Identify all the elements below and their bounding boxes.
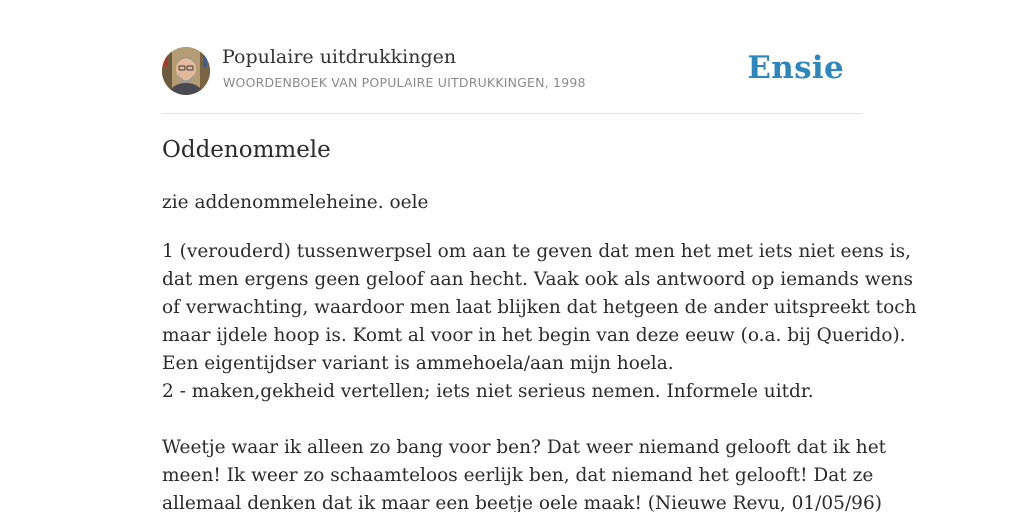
definition-line: dat men ergens geen geloof aan hecht. Vaak ook als antwoord op iemands wens	[162, 269, 913, 290]
see-also-text: zie addenommeleheine. oele	[162, 192, 429, 213]
definition-line: 1 (verouderd) tussenwerpsel om aan te geven dat men het met iets niet eens is,	[162, 241, 912, 262]
header-divider	[162, 113, 862, 114]
entry-headword: Oddenommele	[162, 137, 331, 163]
definition-line: maar ijdele hoop is. Komt al voor in het begin van deze eeuw (o.a. bij Querido).	[162, 325, 906, 346]
source-subtitle: WOORDENBOEK VAN POPULAIRE UITDRUKKINGEN, 1998	[223, 75, 586, 90]
source-title[interactable]: Populaire uitdrukkingen	[222, 46, 457, 68]
entry-definition	[162, 238, 917, 512]
definition-line: 2 - maken,gekheid vertellen; iets niet serieus nemen. Informele uitdr.	[162, 381, 814, 402]
quote-line: meen! Ik weer zo schaamteloos eerlijk ben, dat niemand het gelooft! Dat ze	[162, 465, 874, 486]
definition-line: of verwachting, waardoor men laat blijken dat hetgeen de ander uitspreekt toch	[162, 297, 917, 318]
paragraph-break	[162, 406, 862, 434]
author-avatar	[162, 47, 210, 95]
quote-line: Weetje waar ik alleen zo bang voor ben? Dat weer niemand gelooft dat ik het	[162, 437, 887, 458]
definition-line: Een eigentijdser variant is ammehoela/aan mijn hoela.	[162, 353, 674, 374]
quote-line: allemaal denken dat ik maar een beetje oele maak! (Nieuwe Revu, 01/05/96)	[162, 493, 882, 512]
ensie-logo-link[interactable]: Ensie	[747, 50, 844, 86]
source-header	[162, 46, 862, 96]
